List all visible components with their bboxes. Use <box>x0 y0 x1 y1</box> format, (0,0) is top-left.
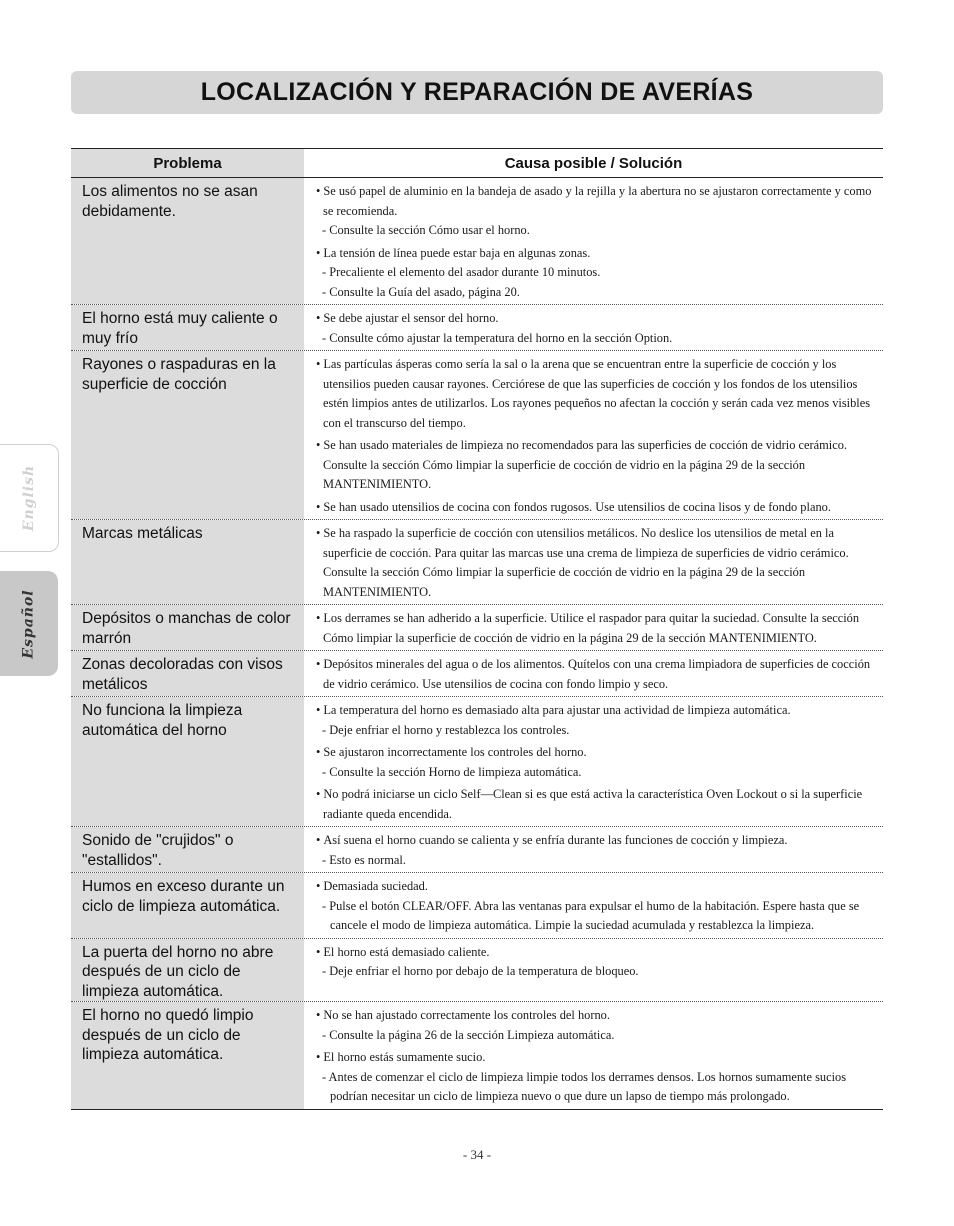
table-row <box>71 305 883 351</box>
tab-english[interactable] <box>0 444 59 552</box>
problem-cell: El horno está muy caliente o muy frío <box>71 305 304 350</box>
cause-text: • No podrá iniciarse un ciclo Self—Clean si es que está activa la característica Oven Lockout o si la superficie radiante queda encendida. <box>316 785 877 824</box>
cause-text: • Se ha raspado la superficie de cocción con utensilios metálicos. No deslice los utensilios de metal en la superficie de cocción. Para quitar las marcas use una crema de limpieza de superficies de vidrio cerámico. Consulte la sección Cómo limpiar la superficie de cocción de vidrio en la página 29 de la sección MANTENIMIENTO. <box>316 524 877 602</box>
cause-text: • Depósitos minerales del agua o de los alimentos. Quítelos con una crema limpiadora de superficies de cocción de vidrio cerámico. Use utensilios de cocina con fondo limpio y seco. <box>316 655 877 694</box>
tab-english-label: English <box>21 464 37 532</box>
solution-text: - Esto es normal. <box>322 852 406 867</box>
cause-text: • Se ajustaron incorrectamente los controles del horno. <box>316 743 877 763</box>
cause-cell <box>304 1002 883 1109</box>
header-cause: Causa posible / Solución <box>504 154 683 172</box>
cause-text: • Se han usado utensilios de cocina con fondos rugosos. Use utensilios de cocina lisos y de fondo plano. <box>316 498 877 518</box>
table-row <box>71 697 883 827</box>
cause-group <box>316 785 877 824</box>
cause-text: • Se debe ajustar el sensor del horno. <box>316 309 877 329</box>
problem-cell: Humos en exceso durante un ciclo de limpieza automática. <box>71 873 304 938</box>
cause-group <box>316 831 877 870</box>
problem-cell: Depósitos o manchas de color marrón <box>71 605 304 650</box>
cause-group <box>316 244 877 303</box>
cause-cell <box>304 605 883 650</box>
cause-text: • Demasiada suciedad. <box>316 877 877 897</box>
troubleshooting-table <box>71 148 883 1110</box>
problem-cell: La puerta del horno no abre después de un ciclo de limpieza automática. <box>71 939 304 1002</box>
problem-cell: No funciona la limpieza automática del horno <box>71 697 304 826</box>
cause-group <box>316 701 877 740</box>
cause-text: • El horno está demasiado caliente. <box>316 943 877 963</box>
cause-cell <box>304 651 883 696</box>
cause-cell <box>304 178 883 304</box>
cause-group <box>316 498 877 518</box>
table-row <box>71 520 883 605</box>
cause-text: • No se han ajustado correctamente los controles del horno. <box>316 1006 877 1026</box>
solution-text: - Consulte la sección Cómo usar el horno. <box>322 223 530 237</box>
table-body <box>71 178 883 1109</box>
solution-text: - Consulte la Guía del asado, página 20. <box>322 284 520 299</box>
cause-text: • Los derrames se han adherido a la superficie. Utilice el raspador para quitar la suciedad. Consulte la sección Cómo limpiar la superficie de cocción de vidrio en la página 29 de la sección MANTENIMIENTO. <box>316 609 877 648</box>
table-row <box>71 1002 883 1109</box>
header-problem: Problema <box>71 149 304 177</box>
table-row <box>71 605 883 651</box>
cause-group <box>316 655 877 694</box>
cause-text: • El horno estás sumamente sucio. <box>316 1048 877 1068</box>
tab-espanol-label: Español <box>21 588 37 659</box>
cause-cell <box>304 939 883 1002</box>
cause-text: • Las partículas ásperas como sería la sal o la arena que se encuentran entre la superficie de cocción y los utensilios pueden causar rayones. Cerciórese de que las superficies de cocción y los fondos de los utensilios estén limpios antes de utilizarlos. Los rayones pequeños no afectan la cocción y serán cada vez menos visibles con el transcurso del tiempo. <box>316 355 877 433</box>
cause-group <box>316 182 877 241</box>
problem-cell: Los alimentos no se asan debidamente. <box>71 178 304 304</box>
cause-cell <box>304 697 883 826</box>
problem-cell: Sonido de "crujidos" o "estallidos". <box>71 827 304 872</box>
solution-text: - Consulte la sección Horno de limpieza automática. <box>322 764 582 779</box>
solution-text: - Deje enfriar el horno y restablezca los controles. <box>322 722 570 737</box>
table-row <box>71 651 883 697</box>
problem-cell: El horno no quedó limpio después de un ciclo de limpieza automática. <box>71 1002 304 1109</box>
solution-text: - Antes de comenzar el ciclo de limpieza limpie todos los derrames densos. Los hornos sumamente sucios podrían necesitar un ciclo de limpieza nuevo o que dure un lapso de tiempo más prolongado. <box>322 1069 847 1103</box>
problem-cell: Rayones o raspaduras en la superficie de cocción <box>71 351 304 519</box>
table-header <box>71 149 883 178</box>
cause-group <box>316 609 877 648</box>
table-row <box>71 873 883 939</box>
table-row <box>71 178 883 305</box>
solution-text: - Consulte cómo ajustar la temperatura del horno en la sección Option. <box>322 330 673 345</box>
page-number: - 34 - <box>462 1147 492 1162</box>
cause-group <box>316 355 877 433</box>
cause-group <box>316 1006 877 1045</box>
cause-text: • La temperatura del horno es demasiado alta para ajustar una actividad de limpieza automática. <box>316 701 877 721</box>
cause-cell <box>304 520 883 604</box>
cause-group <box>316 309 877 348</box>
solution-text: - Consulte la página 26 de la sección Limpieza automática. <box>322 1027 615 1042</box>
problem-cell: Zonas decoloradas con visos metálicos <box>71 651 304 696</box>
cause-group <box>316 524 877 602</box>
solution-text: - Deje enfriar el horno por debajo de la temperatura de bloqueo. <box>322 964 639 978</box>
page-title: LOCALIZACIÓN Y REPARACIÓN DE AVERÍAS <box>200 78 754 106</box>
table-row <box>71 351 883 520</box>
cause-group <box>316 943 877 982</box>
title-banner <box>71 71 883 114</box>
solution-text: - Pulse el botón CLEAR/OFF. Abra las ventanas para expulsar el humo de la habitación. Espere hasta que se cancele el modo de limpieza automática. Limpie la suciedad acumulada y restablezca la limpieza. <box>322 898 860 932</box>
table-row <box>71 827 883 873</box>
cause-group <box>316 1048 877 1107</box>
cause-cell <box>304 827 883 872</box>
cause-cell <box>304 351 883 519</box>
cause-group <box>316 743 877 782</box>
cause-text: • Se han usado materiales de limpieza no recomendados para las superficies de cocción de vidrio cerámico. Consulte la sección Cómo limpiar la superficie de cocción de vidrio en la página 29 de la sección MANTENIMIENTO. <box>316 436 877 495</box>
tab-espanol[interactable] <box>0 571 58 676</box>
cause-text: • Se usó papel de aluminio en la bandeja de asado y la rejilla y la abertura no se ajustaron correctamente y como se recomienda. <box>316 182 877 221</box>
cause-cell <box>304 305 883 350</box>
cause-group <box>316 877 877 936</box>
cause-group <box>316 436 877 495</box>
cause-cell <box>304 873 883 938</box>
table-row <box>71 939 883 1003</box>
solution-text: - Precaliente el elemento del asador durante 10 minutos. <box>322 265 601 279</box>
cause-text: • Así suena el horno cuando se calienta y se enfría durante las funciones de cocción y limpieza. <box>316 831 877 851</box>
problem-cell: Marcas metálicas <box>71 520 304 604</box>
cause-text: • La tensión de línea puede estar baja en algunas zonas. <box>316 244 877 264</box>
